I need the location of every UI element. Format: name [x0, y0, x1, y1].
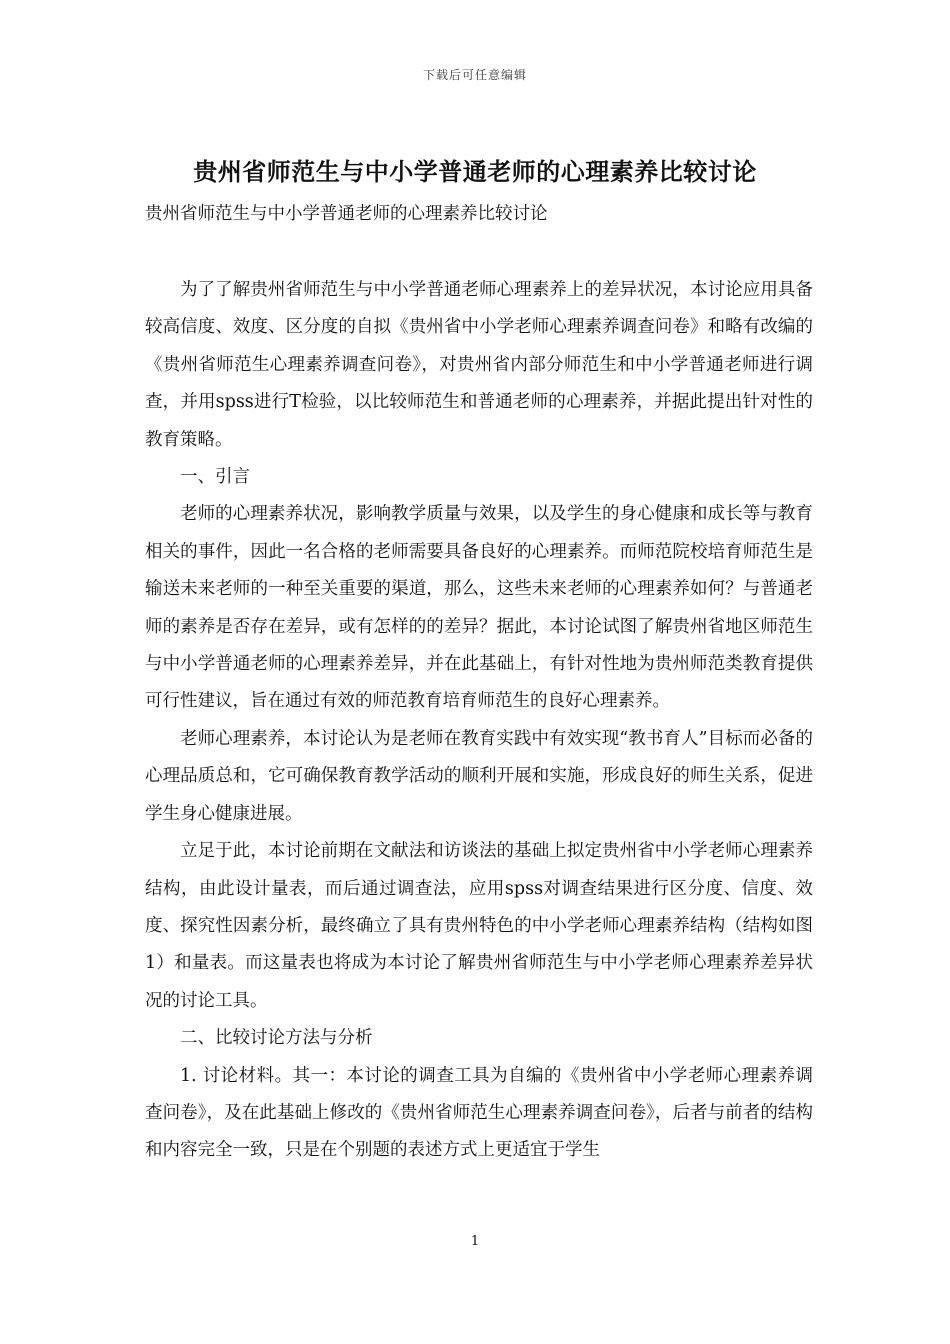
page-number: 1 [470, 1234, 480, 1249]
abstract-paragraph: 为了了解贵州省师范生与中小学普通老师心理素养上的差异状况，本讨论应用具备较高信度、效度、区分度的自拟《贵州省中小学老师心理素养调查问卷》和略有改编的《贵州省师范生心理素养调查问卷》，对贵州省内部分师范生和中小学普通老师进行调查，并用spss进行T检验，以比较师范生和普通老师的心理素养，并据此提出针对性的教育策略。 [145, 280, 813, 450]
section-heading-methods: 二、比较讨论方法与分析 [180, 1028, 373, 1049]
document-subtitle: 贵州省师范生与中小学普通老师的心理素养比较讨论 [145, 204, 548, 224]
body-paragraph: 立足于此，本讨论前期在文献法和访谈法的基础上拟定贵州省中小学老师心理素养结构，由此设计量表，而后通过调查法，应用spss对调查结果进行区分度、信度、效度、探究性因素分析，最终确立了具有贵州特色的中小学老师心理素养结构（结构如图1）和量表。而这量表也将成为本讨论了解贵州省师范生与中小学老师心理素养差异状况的讨论工具。 [145, 841, 813, 1011]
body-paragraph: 老师的心理素养状况，影响教学质量与效果，以及学生的身心健康和成长等与教育相关的事件，因此一名合格的老师需要具备良好的心理素养。而师范院校培育师范生是输送未来老师的一种至关重要的渠道，那么，这些未来老师的心理素养如何？与普通老师的素养是否存在差异，或有怎样的的差异？据此，本讨论试图了解贵州省地区师范生与中小学普通老师的心理素养差异，并在此基础上，有针对性地为贵州师范类教育提供可行性建议，旨在通过有效的师范教育培育师范生的良好心理素养。 [145, 504, 813, 712]
document-title: 贵州省师范生与中小学普通老师的心理素养比较讨论 [193, 157, 757, 186]
header-note: 下载后可任意编辑 [422, 68, 527, 82]
section-heading-introduction: 一、引言 [180, 467, 250, 488]
body-paragraph: 1. 讨论材料。其一：本讨论的调查工具为自编的《贵州省中小学老师心理素养调查问卷》，及在此基础上修改的《贵州省师范生心理素养调查问卷》，后者与前者的结构和内容完全一致，只是在个别题的表述方式上更适宜于学生 [145, 1065, 813, 1161]
body-paragraph: 老师心理素养，本讨论认为是老师在教育实践中有效实现“教书育人”目标而必备的心理品质总和，它可确保教育教学活动的顺利开展和实施，形成良好的师生关系，促进学生身心健康进展。 [145, 728, 813, 824]
document-body [145, 272, 813, 1170]
